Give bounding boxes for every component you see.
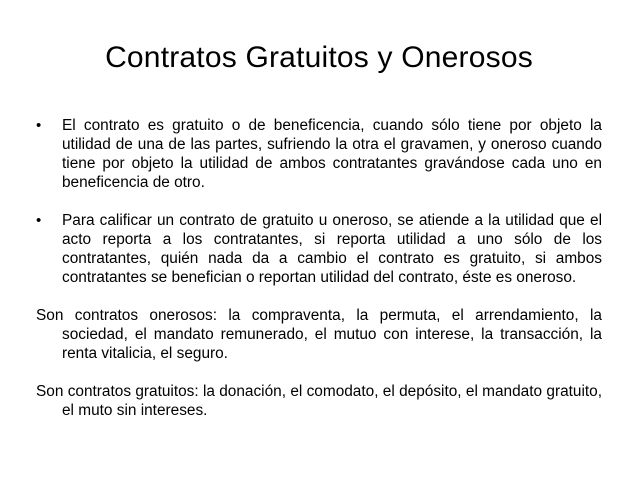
gratuitous-contracts-paragraph — [36, 382, 602, 420]
bullet-icon: • — [36, 117, 42, 134]
slide-body — [36, 116, 602, 439]
onerous-contracts-paragraph — [36, 306, 602, 363]
bullet-paragraph-1 — [36, 116, 602, 192]
paragraph-text: Son contratos gratuitos: la donación, el comodato, el depósito, el mandato gratuito, el muto sin intereses. — [36, 383, 602, 419]
paragraph-text: Para calificar un contrato de gratuito u oneroso, se atiende a la utilidad que el acto reporta a los contratantes, si reporta utilidad a uno sólo de los contratantes, quién nada da a cambio el contrato es gratuito, si ambos contratantes se benefician o reportan utilidad del contrato, éste es oneroso. — [62, 212, 602, 286]
paragraph-text: El contrato es gratuito o de beneficencia, cuando sólo tiene por objeto la utilidad de una de las partes, sufriendo la otra el gravamen, y oneroso cuando tiene por objeto la utilidad de ambos contratantes gravándose cada uno en beneficencia de otro. — [62, 117, 602, 191]
slide-title: Contratos Gratuitos y Onerosos — [105, 41, 533, 74]
bullet-icon: • — [36, 212, 42, 229]
bullet-paragraph-2 — [36, 211, 602, 287]
paragraph-text: Son contratos onerosos: la compraventa, la permuta, el arrendamiento, la sociedad, el mandato remunerado, el mutuo con interese, la transacción, la renta vitalicia, el seguro. — [36, 307, 602, 362]
